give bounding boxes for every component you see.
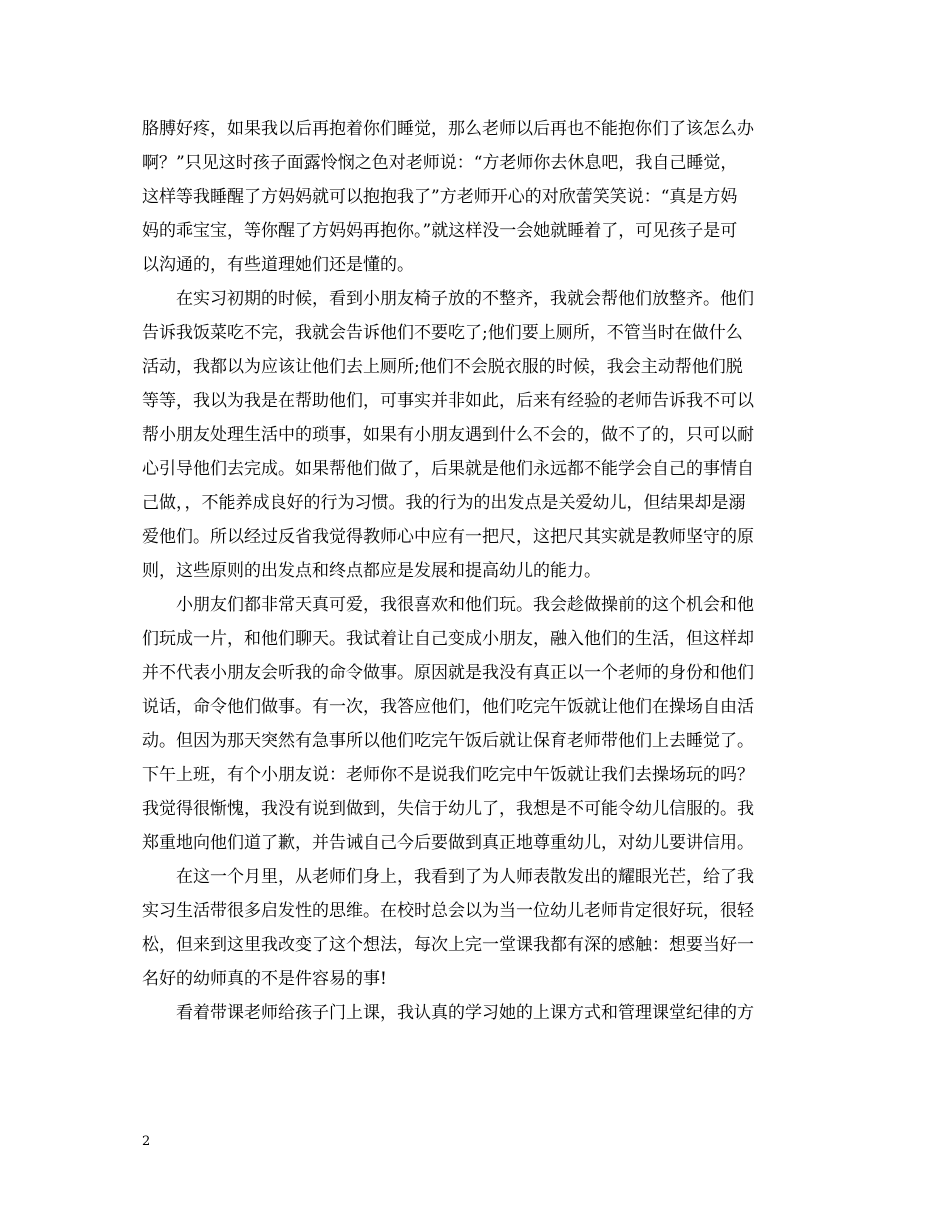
text-line: 并不代表小朋友会听我的命令做事。原因就是我没有真正以一个老师的身份和他们 bbox=[142, 663, 754, 683]
text-line: 下午上班，有个小朋友说：老师你不是说我们吃完中午饭就让我们去操场玩的吗？ bbox=[142, 765, 754, 785]
text-line: 己做，，不能养成良好的行为习惯。我的行为的出发点是关爱幼儿，但结果却是溺 bbox=[142, 493, 746, 513]
body-text bbox=[142, 112, 818, 1030]
paragraph-first-line: 在实习初期的时候，看到小朋友椅子放的不整齐，我就会帮他们放整齐。他们 bbox=[176, 289, 754, 309]
text-line: 帮小朋友处理生活中的琐事，如果有小朋友遇到什么不会的，做不了的，只可以耐 bbox=[142, 425, 754, 445]
text-line: 动。但因为那天突然有急事所以他们吃完午饭后就让保育老师带他们上去睡觉了。 bbox=[142, 731, 754, 751]
paragraph-first-line: 在这一个月里，从老师们身上，我看到了为人师表散发出的耀眼光芒，给了我 bbox=[176, 867, 754, 887]
text-line: 胳膊好疼，如果我以后再抱着你们睡觉，那么老师以后再也不能抱你们了该怎么办 bbox=[142, 119, 754, 139]
text-line: 活动，我都以为应该让他们去上厕所;他们不会脱衣服的时候，我会主动帮他们脱 bbox=[142, 357, 743, 377]
paragraph-first-line: 看着带课老师给孩子门上课，我认真的学习她的上课方式和管理课堂纪律的方 bbox=[176, 1003, 754, 1023]
text-line: 松，但来到这里我改变了这个想法，每次上完一堂课我都有深的感触：想要当好一 bbox=[142, 935, 754, 955]
text-line: 爱他们。所以经过反省我觉得教师心中应有一把尺，这把尺其实就是教师坚守的原 bbox=[142, 527, 754, 547]
text-line: 郑重地向他们道了歉，并告诫自己今后要做到真正地尊重幼儿，对幼儿要讲信用。 bbox=[142, 833, 754, 853]
text-line: 妈的乖宝宝，等你醒了方妈妈再抱你。”就这样没一会她就睡着了，可见孩子是可 bbox=[142, 221, 738, 241]
text-line: 说话，命令他们做事。有一次，我答应他们，他们吃完午饭就让他们在操场自由活 bbox=[142, 697, 754, 717]
page-number: 2 bbox=[142, 1134, 151, 1149]
text-line: 告诉我饭菜吃不完，我就会告诉他们不要吃了;他们要上厕所，不管当时在做什么 bbox=[142, 323, 743, 343]
text-line: 实习生活带很多启发性的思维。在校时总会以为当一位幼儿老师肯定很好玩，很轻 bbox=[142, 901, 754, 921]
text-line: 我觉得很惭愧，我没有说到做到，失信于幼儿了，我想是不可能令幼儿信服的。我 bbox=[142, 799, 754, 819]
text-line: 这样等我睡醒了方妈妈就可以抱抱我了”方老师开心的对欣蕾笑笑说：“真是方妈 bbox=[142, 187, 738, 207]
text-line: 名好的幼师真的不是件容易的事! bbox=[142, 969, 387, 989]
paragraph-first-line: 小朋友们都非常天真可爱，我很喜欢和他们玩。我会趁做操前的这个机会和他 bbox=[176, 595, 754, 615]
text-line: 心引导他们去完成。如果帮他们做了，后果就是他们永远都不能学会自己的事情自 bbox=[142, 459, 754, 479]
text-line: 等等，我以为我是在帮助他们，可事实并非如此，后来有经验的老师告诉我不可以 bbox=[142, 391, 754, 411]
text-line: 啊？”只见这时孩子面露怜悯之色对老师说：“方老师你去休息吧，我自己睡觉， bbox=[142, 153, 738, 173]
text-line: 以沟通的，有些道理她们还是懂的。 bbox=[142, 255, 414, 275]
text-line: 则，这些原则的出发点和终点都应是发展和提高幼儿的能力。 bbox=[142, 561, 601, 581]
text-line: 们玩成一片，和他们聊天。我试着让自己变成小朋友，融入他们的生活，但这样却 bbox=[142, 629, 754, 649]
